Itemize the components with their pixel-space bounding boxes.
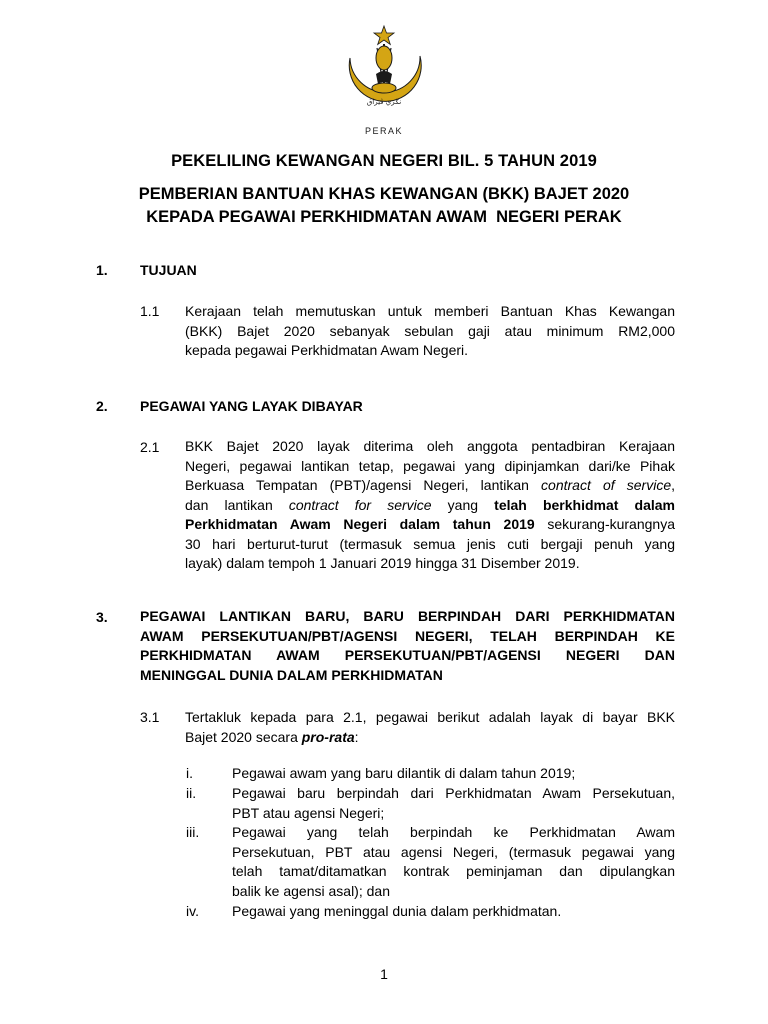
- list-item-line: Persekutuan, PBT atau agensi Negeri, (termasuk pegawai yang: [232, 843, 675, 860]
- list-item-line: PBT atau agensi Negeri;: [232, 804, 385, 821]
- para-2-1-line: Perkhidmatan Awam Negeri dalam tahun 2019 sekurang-kurangnya: [185, 516, 675, 532]
- para-1-1-line: Kerajaan telah memutuskan untuk memberi Bantuan Khas Kewangan: [185, 303, 675, 319]
- para-2-1-line: Berkuasa Tempatan (PBT)/agensi Negeri, lantikan contract of service,: [185, 477, 675, 493]
- list-item-line: Pegawai yang meninggal dunia dalam perkhidmatan.: [232, 903, 562, 919]
- list-item-line: Pegawai baru berpindah dari Perkhidmatan Awam Persekutuan,: [232, 785, 675, 801]
- section-2-number: 2.: [96, 398, 108, 414]
- para-3-1-number: 3.1: [140, 709, 160, 725]
- page-number: 1: [380, 966, 388, 982]
- para-2-1-line: Negeri, pegawai lantikan tetap, pegawai yang dipinjamkan dari/ke Pihak: [185, 457, 675, 474]
- list-item-line: Pegawai yang telah berpindah ke Perkhidmatan Awam: [232, 824, 675, 840]
- emblem-label: PERAK: [364, 126, 404, 136]
- perak-state-emblem: [336, 22, 432, 138]
- circular-title: PEKELILING KEWANGAN NEGERI BIL. 5 TAHUN 2019: [171, 152, 597, 170]
- para-1-1-number: 1.1: [140, 303, 160, 319]
- list-item: [232, 902, 675, 922]
- italic-term: contract of service: [541, 477, 672, 493]
- section-1-number: 1.: [96, 262, 108, 278]
- para-1-1-text: [185, 302, 675, 361]
- para-1-1-line: kepada pegawai Perkhidmatan Awam Negeri.: [185, 342, 469, 358]
- para-2-1-line: 30 hari berturut-turut (termasuk semua jenis cuti bergaji penuh yang: [185, 535, 675, 552]
- list-item-number: i.: [186, 765, 193, 781]
- list-item: [232, 764, 675, 784]
- para-3-1-line: Bajet 2020 secara pro-rata:: [185, 728, 359, 745]
- list-item: [232, 784, 675, 823]
- para-2-1-line: dan lantikan contract for service yang telah berkhidmat dalam: [185, 496, 675, 513]
- list-item-number: ii.: [186, 785, 197, 801]
- list-item: [232, 823, 675, 901]
- section-1-heading: TUJUAN: [140, 262, 197, 278]
- crest-icon: [336, 22, 432, 138]
- para-1-1-line: (BKK) Bajet 2020 sebanyak sebulan gaji atau minimum RM2,000: [185, 322, 675, 339]
- italic-term: contract for service: [288, 496, 432, 513]
- circular-subtitle: [0, 183, 768, 229]
- section-3-heading-line: PEGAWAI LANTIKAN BARU, BARU BERPINDAH DARI PERKHIDMATAN: [140, 608, 675, 624]
- emblem-arabic-text: نݢري ڤيراق: [366, 98, 402, 106]
- section-3-number: 3.: [96, 609, 108, 625]
- bold-emphasis: Perkhidmatan Awam Negeri dalam tahun 2019: [185, 516, 535, 532]
- list-item-number: iii.: [186, 824, 200, 840]
- para-2-1-line: BKK Bajet 2020 layak diterima oleh anggota pentadbiran Kerajaan: [185, 438, 675, 454]
- para-3-1-line: Tertakluk kepada para 2.1, pegawai berikut adalah layak di bayar BKK: [185, 709, 675, 725]
- para-3-1-text: [185, 708, 675, 747]
- para-2-1-text: [185, 437, 675, 574]
- para-2-1-number: 2.1: [140, 439, 160, 455]
- list-item-line: Pegawai awam yang baru dilantik di dalam tahun 2019;: [232, 765, 576, 781]
- para-2-1-line: layak) dalam tempoh 1 Januari 2019 hingga 31 Disember 2019.: [185, 555, 580, 571]
- subtitle-line-1: PEMBERIAN BANTUAN KHAS KEWANGAN (BKK) BAJET 2020: [138, 185, 630, 203]
- list-item-line: balik ke agensi asal); dan: [232, 882, 390, 899]
- bold-italic-term: pro-rata: [301, 728, 355, 745]
- section-3-heading-line: PERKHIDMATAN AWAM PERSEKUTUAN/PBT/AGENSI NEGERI DAN: [140, 647, 675, 663]
- list-item-line: telah tamat/ditamatkan kontrak peminjaman dan dipulangkan: [232, 863, 675, 879]
- section-3-heading-line: MENINGGAL DUNIA DALAM PERKHIDMATAN: [140, 666, 443, 683]
- bold-emphasis: telah berkhidmat dalam: [494, 496, 675, 513]
- subtitle-line-2: KEPADA PEGAWAI PERKHIDMATAN AWAM NEGERI PERAK: [146, 208, 622, 226]
- section-3-heading: [140, 607, 675, 685]
- section-2-heading: PEGAWAI YANG LAYAK DIBAYAR: [140, 398, 363, 414]
- list-item-number: iv.: [186, 903, 199, 919]
- section-3-heading-line: AWAM PERSEKUTUAN/PBT/AGENSI NEGERI, TELAH BERPINDAH KE: [140, 627, 675, 644]
